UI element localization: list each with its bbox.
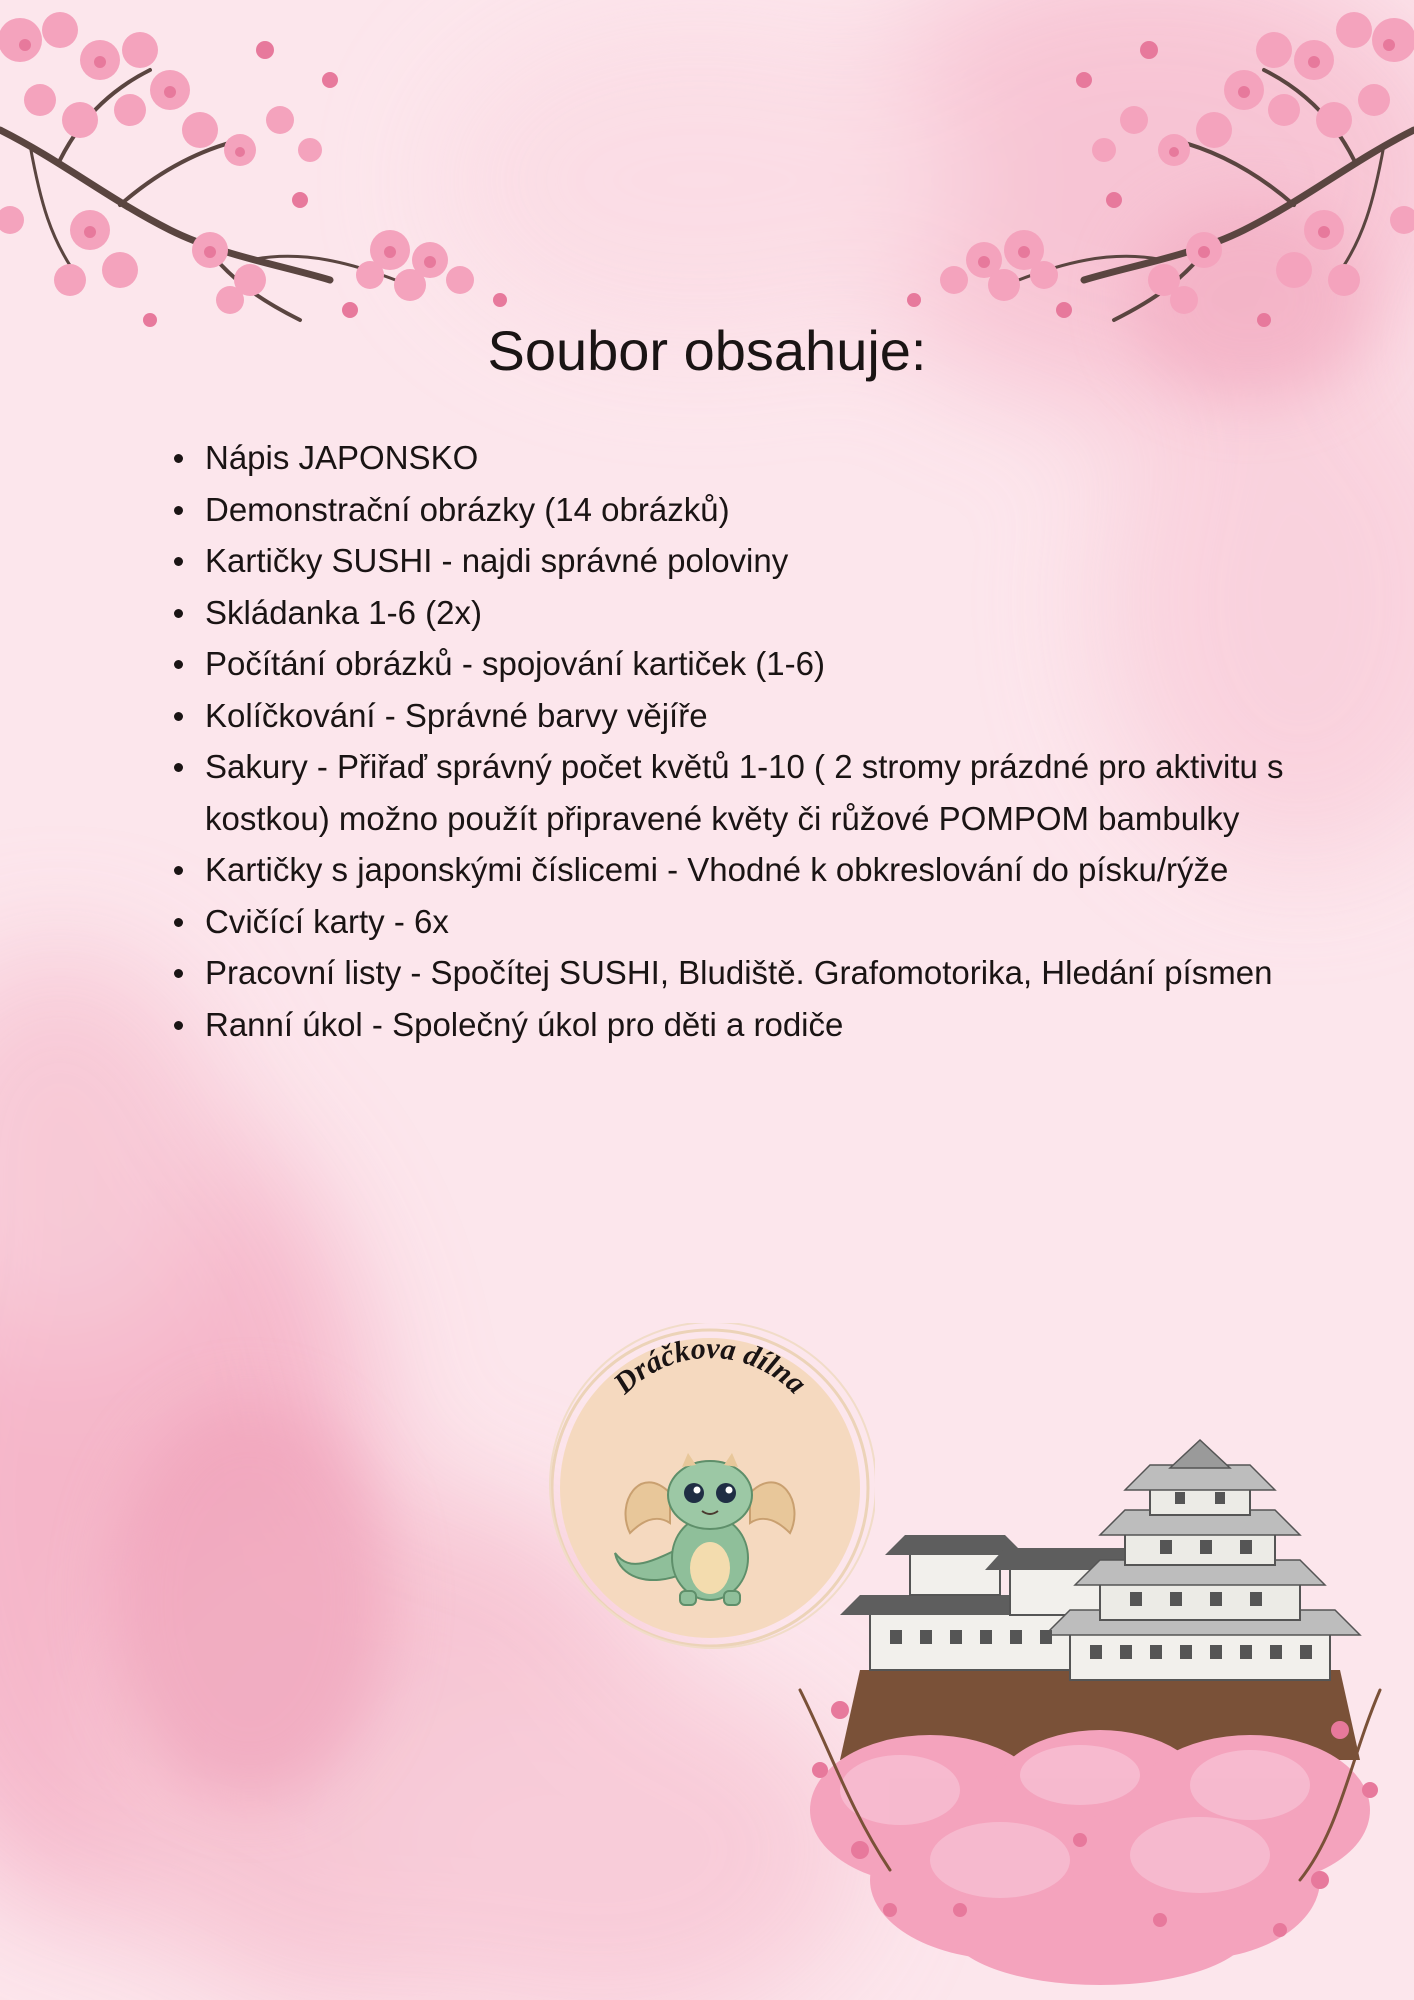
list-item: Kartičky SUSHI - najdi správné poloviny xyxy=(205,535,1365,587)
list-item: Kartičky s japonskými číslicemi - Vhodné k obkreslování do písku/rýže xyxy=(205,844,1365,896)
page-title-text: Soubor obsahuje: xyxy=(487,319,927,382)
logo-text: Dráčkova dílna xyxy=(607,1331,814,1401)
list-item: Nápis JAPONSKO xyxy=(205,432,1365,484)
list-item: Kolíčkování - Správné barvy vějíře xyxy=(205,690,1365,742)
contents-list xyxy=(205,432,1365,1050)
list-item: Demonstrační obrázky (14 obrázků) xyxy=(205,484,1365,536)
list-item: Ranní úkol - Společný úkol pro děti a rodiče xyxy=(205,999,1365,1051)
list-item: Sakury - Přiřaď správný počet květů 1-10 ( 2 stromy prázdné pro aktivitu s kostkou) možno použít připravené květy či růžové POMPOM bambulky xyxy=(205,741,1365,844)
list-item: Cvičící karty - 6x xyxy=(205,896,1365,948)
list-item: Pracovní listy - Spočítej SUSHI, Bludiště. Grafomotorika, Hledání písmen xyxy=(205,947,1365,999)
page-title xyxy=(0,318,1414,383)
list-item: Počítání obrázků - spojování kartiček (1-6) xyxy=(205,638,1365,690)
list-item: Skládanka 1-6 (2x) xyxy=(205,587,1365,639)
japanese-castle-illustration xyxy=(780,1430,1400,1990)
